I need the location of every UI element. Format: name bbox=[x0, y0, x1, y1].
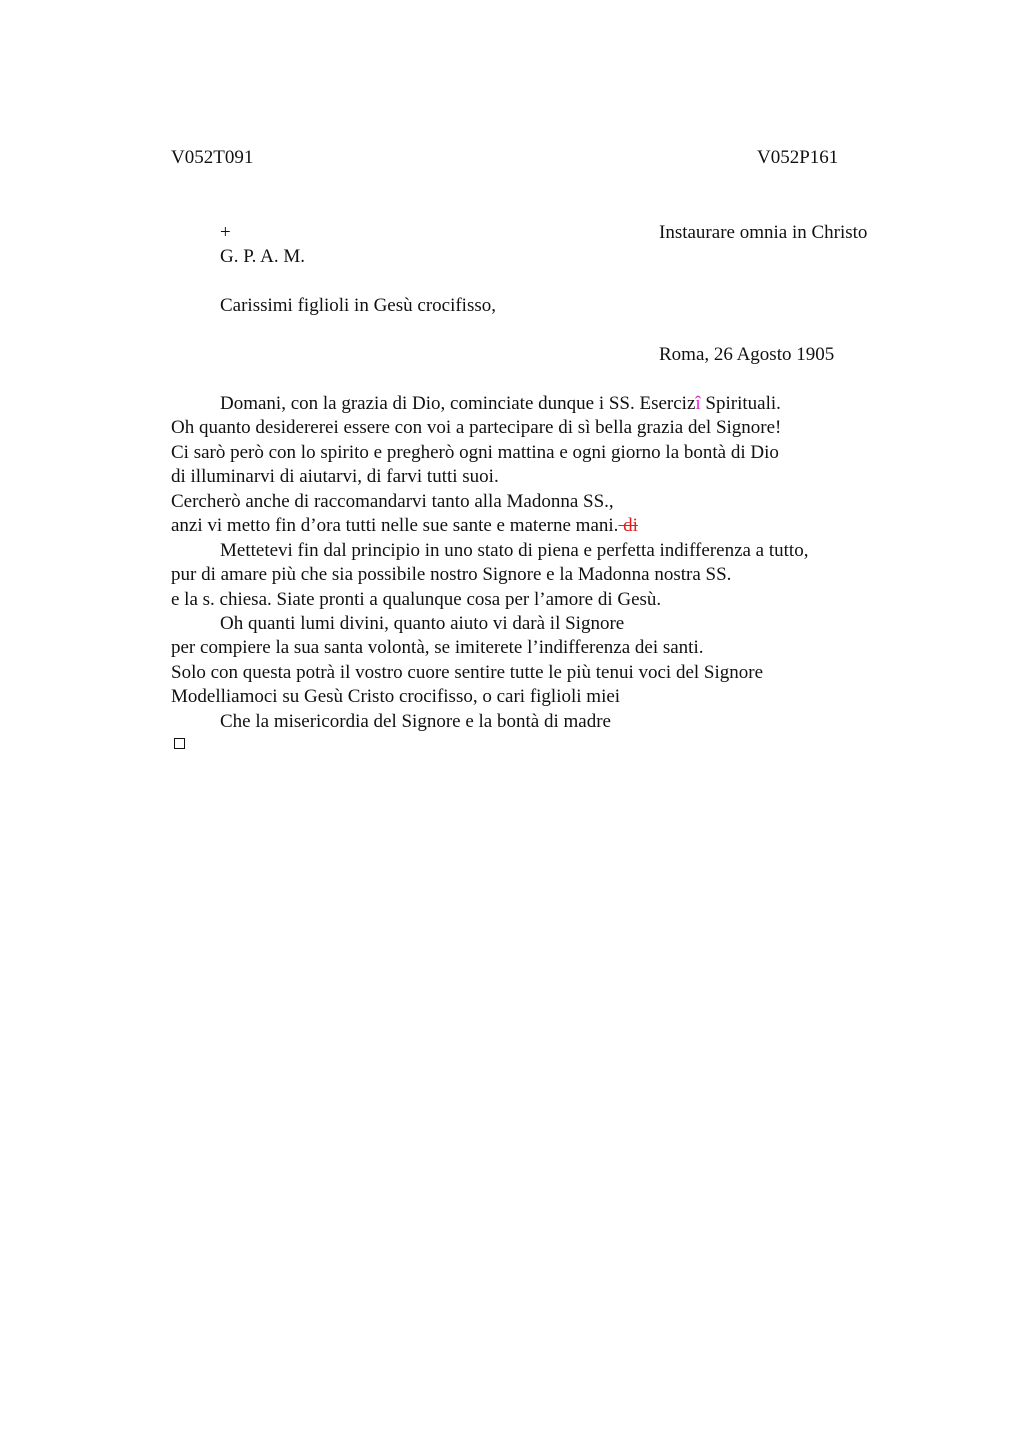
body-line-13: Modelliamoci su Gesù Cristo crocifisso, o cari figlioli miei bbox=[171, 686, 621, 707]
body-line-10: Oh quanti lumi divini, quanto aiuto vi darà il Signore bbox=[220, 613, 625, 634]
body-line-3: Ci sarò però con lo spirito e pregherò ogni mattina e ogni giorno la bontà di Dio bbox=[171, 442, 779, 463]
body-line-7: Mettetevi fin dal principio in uno stato di piena e perfetta indifferenza a tutto, bbox=[220, 540, 809, 561]
body-line-9: e la s. chiesa. Siate pronti a qualunque cosa per l’amore di Gesù. bbox=[171, 589, 662, 610]
body-line-1-text: Domani, con la grazia di Dio, cominciate dunque i SS. Eserciz bbox=[220, 393, 696, 414]
struck-deletion: di bbox=[618, 515, 638, 536]
body-line-11: per compiere la sua santa volontà, se imiterete l’indifferenza dei santi. bbox=[171, 637, 704, 658]
salutation: Carissimi figlioli in Gesù crocifisso, bbox=[220, 295, 497, 316]
body-line-6-text: anzi vi metto fin d’ora tutti nelle sue sante e materne mani. bbox=[171, 515, 619, 536]
body-line-14: Che la misericordia del Signore e la bontà di madre bbox=[220, 711, 611, 732]
body-line-6 bbox=[171, 514, 638, 538]
right-document-code: V052P161 bbox=[757, 147, 839, 168]
body-line-12: Solo con questa potrà il vostro cuore sentire tutte le più tenui voci del Signore bbox=[171, 662, 764, 683]
motto: Instaurare omnia in Christo bbox=[659, 222, 868, 243]
body-line-2: Oh quanto desidererei essere con voi a partecipare di sì bella grazia del Signore! bbox=[171, 417, 782, 438]
initials: G. P. A. M. bbox=[220, 246, 305, 267]
inserted-mark: î bbox=[695, 393, 701, 414]
cross-symbol: + bbox=[220, 222, 231, 243]
left-document-code: V052T091 bbox=[171, 147, 254, 168]
body-line-1-end: Spirituali. bbox=[700, 393, 781, 414]
place-date: Roma, 26 Agosto 1905 bbox=[659, 344, 835, 365]
body-line-8: pur di amare più che sia possibile nostro Signore e la Madonna nostra SS. bbox=[171, 564, 732, 585]
body-line-1 bbox=[220, 392, 781, 416]
body-line-5: Cercherò anche di raccomandarvi tanto alla Madonna SS., bbox=[171, 491, 614, 512]
empty-box-symbol bbox=[174, 738, 185, 749]
body-line-4: di illuminarvi di aiutarvi, di farvi tutti suoi. bbox=[171, 466, 499, 487]
